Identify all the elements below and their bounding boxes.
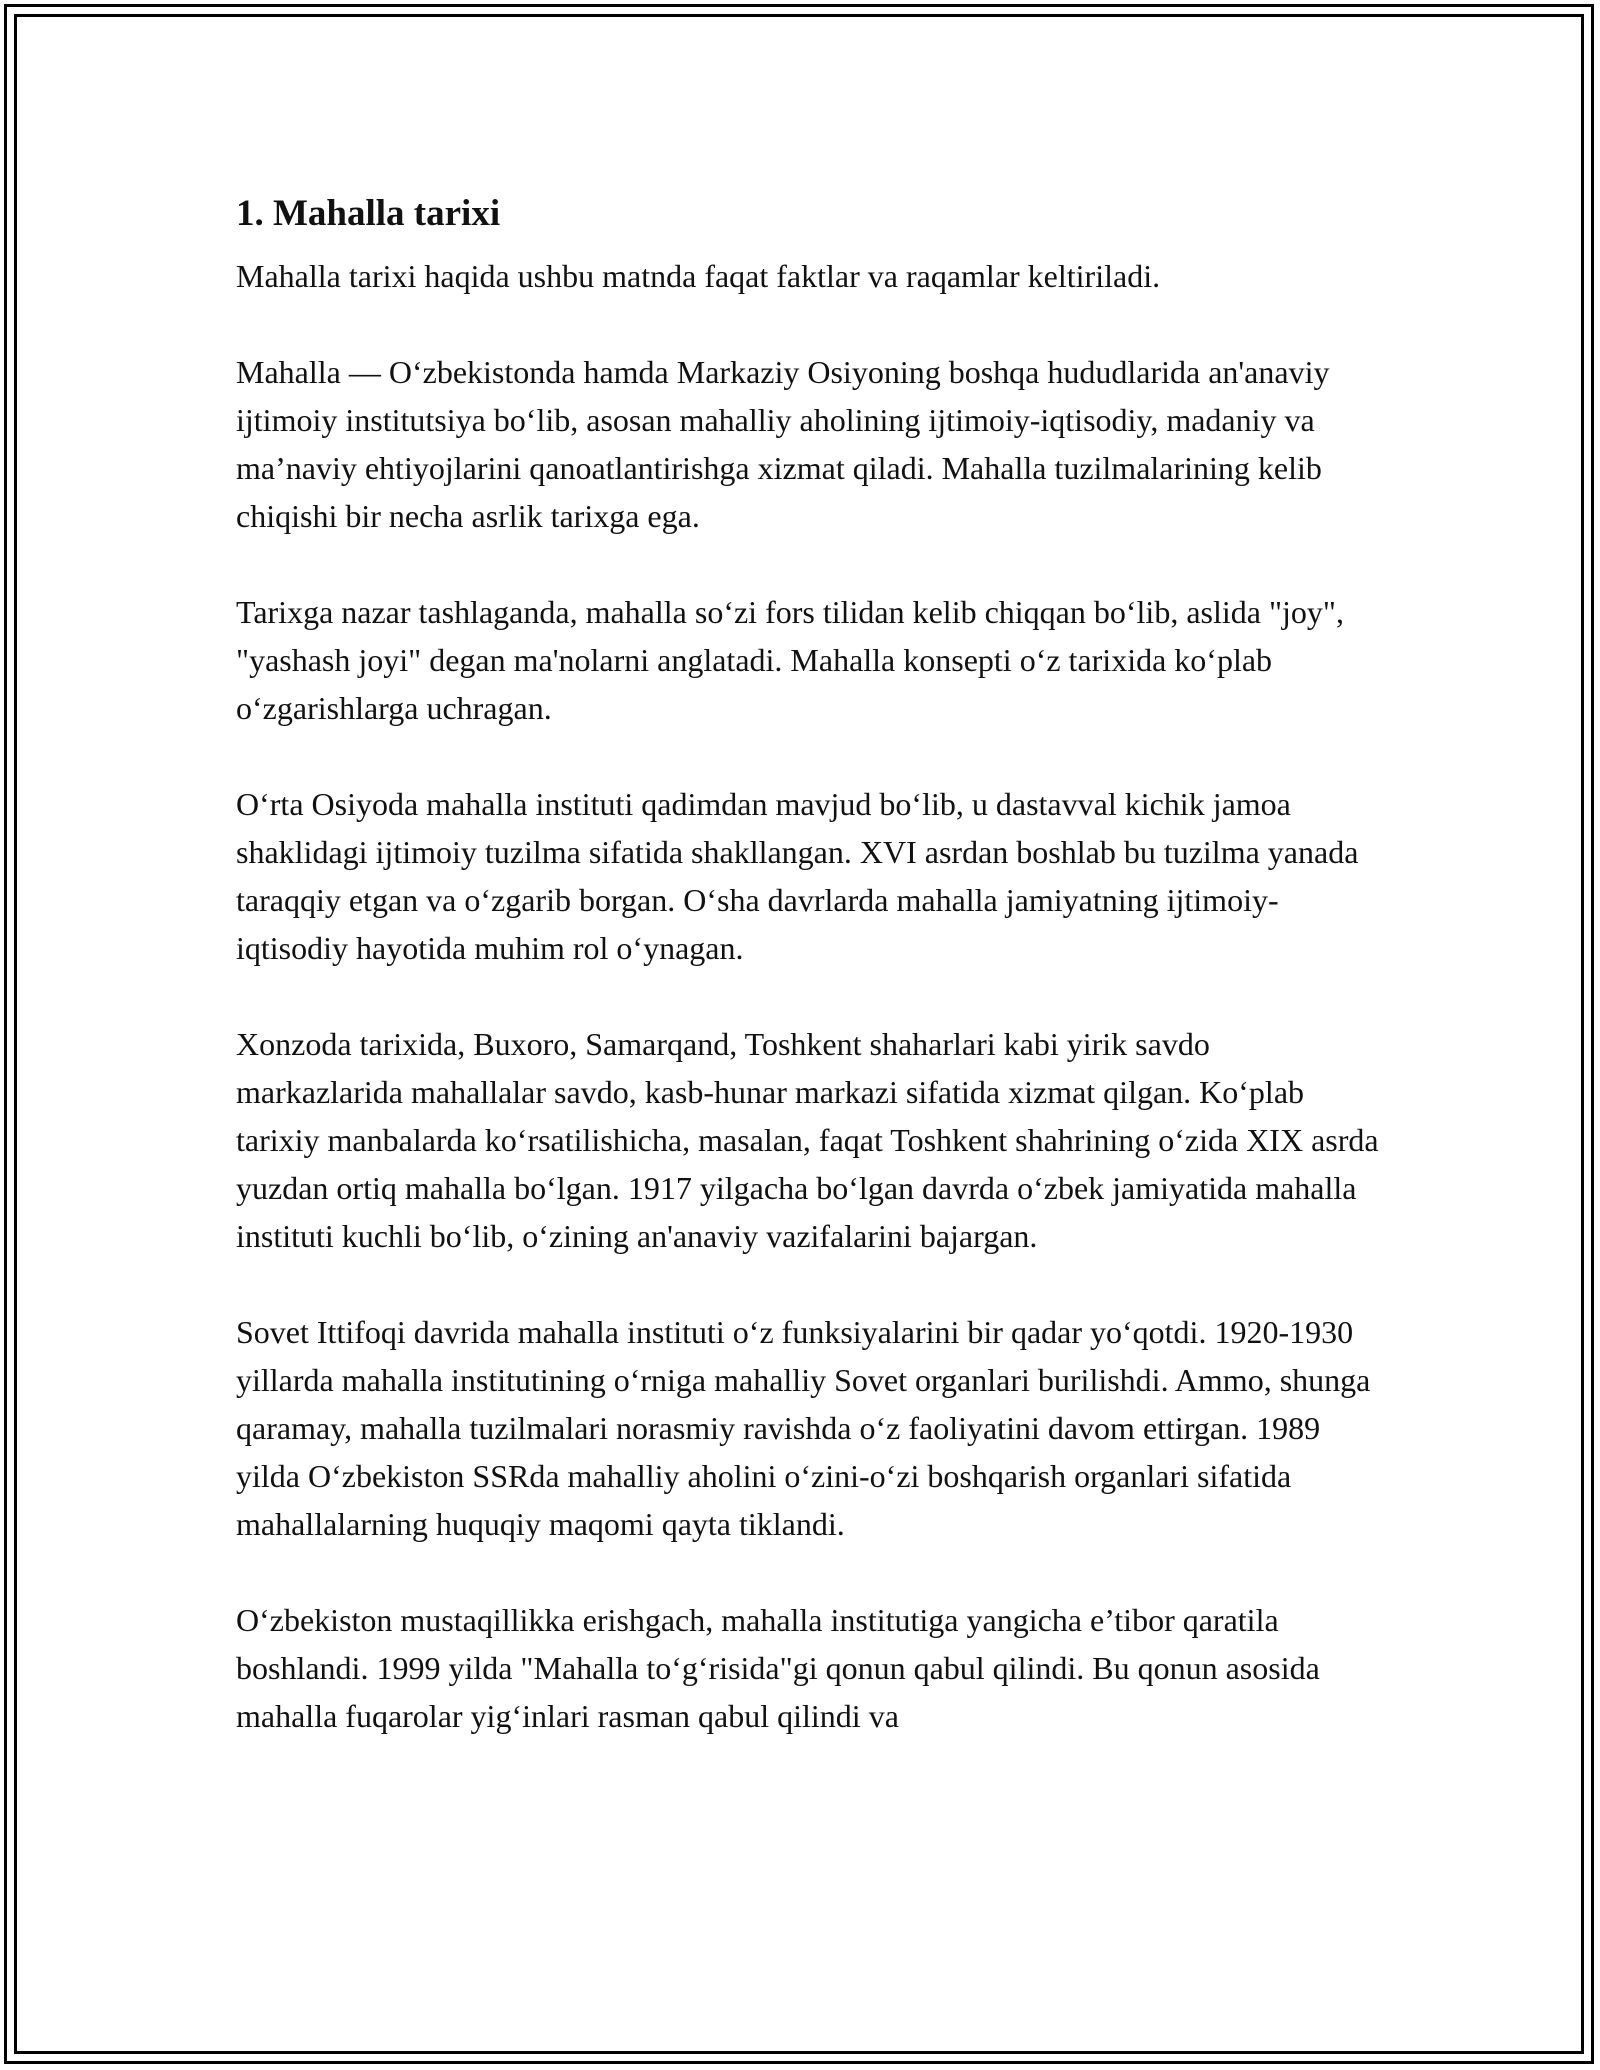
paragraph-central-asia: O‘rta Osiyoda mahalla instituti qadimdan mavjud bo‘lib, u dastavval kichik jamoa shaklidagi ijtimoiy tuzilma sifatida shakllangan. XVI asrdan boshlab bu tuzilma yanada taraqqiy etgan va o‘zgarib borgan. O‘sha davrlarda mahalla jamiyatning ijtimoiy-iqtisodiy hayotida muhim rol o‘ynagan. [236,786,1359,966]
paragraph-etymology: Tarixga nazar tashlaganda, mahalla so‘zi fors tilidan kelib chiqqan bo‘lib, aslida "joy", "yashash joyi" degan ma'nolarni anglatadi. Mahalla konsepti o‘z tarixida ko‘plab o‘zgarishlarga uchragan. [236,594,1344,726]
paragraph-soviet-era: Sovet Ittifoqi davrida mahalla instituti o‘z funksiyalarini bir qadar yo‘qotdi. 1920-1930 yillarda mahalla institutining o‘rniga mahalliy Sovet organlari burilishdi. Ammo, shunga qaramay, mahalla tuzilmalari norasmiy ravishda o‘z faoliyatini davom ettirgan. 1989 yilda O‘zbekiston SSRda mahalliy aholini o‘zini-o‘zi boshqarish organlari sifatida mahallalarning huquqiy maqomi qayta tiklandi. [236,1314,1371,1542]
paragraph-trade-centers: Xonzoda tarixida, Buxoro, Samarqand, Toshkent shaharlari kabi yirik savdo markazlarida mahallalar savdo, kasb-hunar markazi sifatida xizmat qilgan. Ko‘plab tarixiy manbalarda ko‘rsatilishicha, masalan, faqat Toshkent shahrining o‘zida XIX asrda yuzdan ortiq mahalla bo‘lgan. 1917 yilgacha bo‘lgan davrda o‘zbek jamiyatida mahalla instituti kuchli bo‘lib, o‘zining an'anaviy vazifalarini bajargan. [236,1026,1379,1254]
paragraph-independence: O‘zbekiston mustaqillikka erishgach, mahalla institutiga yangicha e’tibor qaratila boshlandi. 1999 yilda "Mahalla to‘g‘risida"gi qonun qabul qilindi. Bu qonun asosida mahalla fuqarolar yig‘inlari rasman qabul qilindi va [236,1602,1320,1734]
paragraph-intro: Mahalla tarixi haqida ushbu matnda faqat faktlar va raqamlar keltiriladi. [236,258,1161,294]
paragraph-definition: Mahalla — O‘zbekistonda hamda Markaziy Osiyoning boshqa hududlarida an'anaviy ijtimoiy institutsiya bo‘lib, asosan mahalliy aholining ijtimoiy-iqtisodiy, madaniy va ma’naviy ehtiyojlarini qanoatlantirishga xizmat qiladi. Mahalla tuzilmalarining kelib chiqishi bir necha asrlik tarixga ega. [236,354,1330,534]
document-body [236,188,1381,1740]
section-heading: 1. Mahalla tarixi [236,193,501,234]
